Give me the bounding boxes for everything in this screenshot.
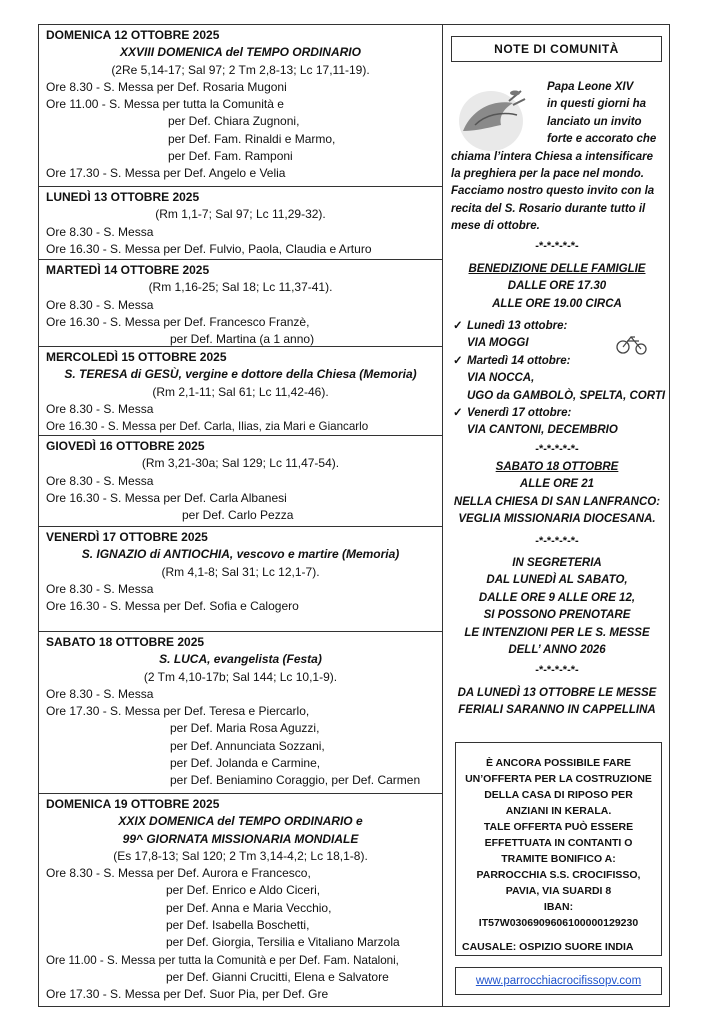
day-title: DOMENICA 19 OTTOBRE 2025 bbox=[46, 797, 220, 811]
mass-line: Ore 17.30 - S. Messa per Def. Teresa e Piercarlo, bbox=[46, 704, 310, 719]
segreteria-line: DAL LUNEDÌ AL SABATO, bbox=[486, 574, 628, 587]
papa-line: la preghiera per la pace nel mondo. bbox=[451, 168, 645, 181]
papa-line: forte e accorato che bbox=[547, 133, 657, 146]
mass-line: per Def. Enrico e Aldo Ciceri, bbox=[166, 883, 321, 898]
mass-line: Ore 17.30 - S. Messa per Def. Angelo e Velia bbox=[46, 166, 286, 181]
mass-line: per Def. Chiara Zugnoni, bbox=[168, 114, 300, 129]
papa-line: mese di ottobre. bbox=[451, 220, 540, 233]
item-day: Martedì 14 ottobre: bbox=[467, 355, 571, 367]
day-title: DOMENICA 12 OTTOBRE 2025 bbox=[46, 28, 220, 42]
feast-name: S. IGNAZIO di ANTIOCHIA, vescovo e martire (Memoria) bbox=[81, 547, 400, 562]
segreteria-block bbox=[443, 555, 671, 659]
feast-name: XXIX DOMENICA del TEMPO ORDINARIO e bbox=[118, 814, 363, 829]
item-street: UGO da GAMBOLÒ, SPELTA, CORTI bbox=[467, 389, 666, 402]
mass-line: per Def. Jolanda e Carmine, bbox=[170, 756, 321, 771]
mass-line: Ore 8.30 - S. Messa bbox=[46, 401, 154, 416]
item-street: VIA NOCCA, bbox=[467, 372, 535, 385]
casa-riposo-box bbox=[455, 742, 662, 956]
notes-title: NOTE DI COMUNITÀ bbox=[451, 36, 662, 62]
day-title: MARTEDÌ 14 OTTOBRE 2025 bbox=[46, 263, 210, 277]
mass-line: Ore 8.30 - S. Messa bbox=[46, 297, 154, 312]
mass-line: per Def. Fam. Ramponi bbox=[168, 149, 293, 164]
mass-line: Ore 11.00 - S. Messa per tutta la Comunità e per Def. Fam. Nataloni, bbox=[46, 953, 399, 967]
sabato-line: ALLE ORE 21 bbox=[519, 478, 595, 491]
website-box bbox=[455, 967, 662, 995]
readings: (Rm 1,16-25; Sal 18; Lc 11,37-41). bbox=[148, 280, 333, 295]
sabato-line: VEGLIA MISSIONARIA DIOCESANA. bbox=[458, 513, 656, 526]
feast-name: XXVIII DOMENICA del TEMPO ORDINARIO bbox=[120, 45, 361, 60]
mass-line: Ore 16.30 - S. Messa per Def. Carla Albanesi bbox=[46, 490, 287, 505]
readings: (Rm 3,21-30a; Sal 129; Lc 11,47-54). bbox=[141, 456, 340, 471]
checkmark-icon: ✓ bbox=[453, 320, 463, 332]
segreteria-line: IN SEGRETERIA bbox=[512, 557, 602, 569]
mass-line: Ore 17.30 - S. Messa per Def. Suor Pia, per Def. Gre bbox=[46, 987, 329, 1002]
readings: (Rm 2,1-11; Sal 61; Lc 11,42-46). bbox=[152, 384, 329, 399]
segreteria-line: DALLE ORE 9 ALLE ORE 12, bbox=[478, 591, 636, 604]
readings: (Rm 1,1-7; Sal 97; Lc 11,29-32). bbox=[155, 207, 326, 222]
item-street: VIA CANTONI, DECEMBRIO bbox=[467, 424, 618, 437]
mass-line: per Def. Maria Rosa Aguzzi, bbox=[170, 721, 320, 736]
papa-line: Papa Leone XIV bbox=[547, 81, 634, 93]
day-block-tuesday-14 bbox=[39, 260, 443, 347]
separator: -*-*-*-*-*- bbox=[535, 443, 579, 455]
casa-line: TRAMITE BONIFICO A: bbox=[501, 853, 616, 865]
casa-line: IBAN: bbox=[543, 901, 574, 913]
day-block-thursday-16 bbox=[39, 436, 443, 527]
separator: -*-*-*-*-*- bbox=[535, 535, 579, 547]
day-block-saturday-18 bbox=[39, 632, 443, 794]
bulletin-page bbox=[38, 24, 670, 1007]
mass-line: Ore 8.30 - S. Messa per Def. Rosaria Mugoni bbox=[46, 79, 287, 94]
mass-schedule-column bbox=[39, 25, 443, 1006]
mass-line: Ore 16.30 - S. Messa per Def. Sofia e Calogero bbox=[46, 599, 299, 614]
feast-name: 99^ GIORNATA MISSIONARIA MONDIALE bbox=[122, 831, 359, 846]
sabato-title: SABATO 18 OTTOBRE bbox=[495, 461, 619, 473]
casa-line: PAVIA, VIA SUARDI 8 bbox=[505, 885, 612, 897]
cappellina-block bbox=[443, 685, 671, 720]
mass-line: per Def. Carlo Pezza bbox=[182, 508, 294, 523]
day-title: GIOVEDÌ 16 OTTOBRE 2025 bbox=[46, 439, 205, 453]
readings: (Rm 4,1-8; Sal 31; Lc 12,1-7). bbox=[161, 564, 320, 579]
cappellina-line: FERIALI SARANNO IN CAPPELLINA bbox=[458, 704, 656, 717]
casa-line: UN’OFFERTA PER LA COSTRUZIONE bbox=[465, 773, 652, 785]
readings: (2Re 5,14-17; Sal 97; 2 Tm 2,8-13; Lc 17,11-19). bbox=[111, 62, 370, 77]
mass-line: Ore 16.30 - S. Messa per Def. Carla, Ilias, zia Mari e Giancarlo bbox=[46, 420, 369, 434]
checkmark-icon: ✓ bbox=[453, 355, 463, 367]
day-block-friday-17 bbox=[39, 527, 443, 632]
mass-line: Ore 8.30 - S. Messa bbox=[46, 473, 154, 488]
item-street: VIA MOGGI bbox=[467, 337, 529, 350]
mass-line: Ore 16.30 - S. Messa per Def. Francesco Franzè, bbox=[46, 314, 310, 329]
benedizione-title: BENEDIZIONE DELLE FAMIGLIE bbox=[468, 263, 646, 275]
benedizione-line: ALLE ORE 19.00 CIRCA bbox=[492, 297, 622, 310]
feast-name: S. LUCA, evangelista (Festa) bbox=[159, 652, 322, 667]
day-block-sunday-12 bbox=[39, 25, 443, 187]
day-title: MERCOLEDÌ 15 OTTOBRE 2025 bbox=[46, 350, 227, 364]
day-title: VENERDÌ 17 OTTOBRE 2025 bbox=[46, 530, 208, 544]
mass-line: per Def. Anna e Maria Vecchio, bbox=[166, 900, 332, 915]
mass-line: Ore 11.00 - S. Messa per tutta la Comunità e bbox=[46, 97, 284, 112]
causale: CAUSALE: OSPIZIO SUORE INDIA bbox=[462, 941, 634, 953]
casa-line: DELLA CASA DI RIPOSO PER bbox=[484, 789, 633, 801]
mass-line: Ore 8.30 - S. Messa per Def. Aurora e Francesco, bbox=[46, 866, 311, 881]
casa-line: TALE OFFERTA PUÒ ESSERE bbox=[483, 821, 634, 833]
benedizione-item-friday bbox=[453, 405, 618, 440]
casa-line: PARROCCHIA S.S. CROCIFISSO, bbox=[476, 869, 641, 881]
casa-line: È ANCORA POSSIBILE FARE bbox=[485, 757, 632, 769]
casa-line: EFFETTUATA IN CONTANTI O bbox=[484, 837, 633, 849]
papa-line: chiama l’intera Chiesa a intensificare bbox=[451, 150, 653, 163]
benedizione-item-monday bbox=[453, 318, 567, 353]
item-day: Lunedì 13 ottobre: bbox=[467, 320, 568, 332]
segreteria-line: SI POSSONO PRENOTARE bbox=[483, 609, 631, 622]
day-block-monday-13 bbox=[39, 187, 443, 260]
day-block-sunday-19 bbox=[39, 794, 443, 1008]
checkmark-icon: ✓ bbox=[453, 407, 463, 419]
sabato-line: NELLA CHIESA DI SAN LANFRANCO: bbox=[453, 495, 661, 508]
item-day: Venerdì 17 ottobre: bbox=[467, 407, 572, 419]
readings: (Es 17,8-13; Sal 120; 2 Tm 3,14-4,2; Lc 18,1-8). bbox=[113, 848, 368, 863]
mass-line: per Def. Fam. Rinaldi e Marmo, bbox=[168, 131, 336, 146]
separator: -*-*-*-*-*- bbox=[535, 664, 579, 676]
day-title: SABATO 18 OTTOBRE 2025 bbox=[46, 635, 205, 649]
day-block-wednesday-15 bbox=[39, 347, 443, 436]
mass-line: Ore 8.30 - S. Messa bbox=[46, 686, 154, 701]
mass-line: per Def. Martina (a 1 anno) bbox=[170, 332, 315, 347]
mass-line: per Def. Annunciata Sozzani, bbox=[170, 738, 325, 753]
website-link[interactable]: www.parrocchiacrocifissopv.com bbox=[475, 975, 642, 987]
mass-line: per Def. Gianni Crucitti, Elena e Salvatore bbox=[166, 969, 389, 984]
sabato-block bbox=[443, 459, 671, 529]
separator: -*-*-*-*-*- bbox=[535, 240, 579, 252]
community-notes-column bbox=[443, 25, 671, 1006]
cappellina-line: DA LUNEDÌ 13 OTTOBRE LE MESSE bbox=[457, 687, 657, 699]
iban: IT57W0306909606100000129230 bbox=[478, 917, 639, 929]
mass-line: Ore 8.30 - S. Messa bbox=[46, 224, 154, 239]
benedizione-item-tuesday bbox=[453, 353, 665, 405]
feast-name: S. TERESA di GESÙ, vergine e dottore della Chiesa (Memoria) bbox=[64, 367, 417, 382]
papa-line: in questi giorni ha bbox=[547, 98, 647, 111]
papa-line: recita del S. Rosario durante tutto il bbox=[451, 202, 646, 215]
casa-line: ANZIANI IN KERALA. bbox=[505, 805, 612, 817]
mass-line: Ore 8.30 - S. Messa bbox=[46, 581, 154, 596]
day-title: LUNEDÌ 13 OTTOBRE 2025 bbox=[46, 190, 200, 204]
segreteria-line: LE INTENZIONI PER LE S. MESSE bbox=[464, 626, 650, 639]
segreteria-line: DELL’ ANNO 2026 bbox=[508, 644, 606, 657]
readings: (2 Tm 4,10-17b; Sal 144; Lc 10,1-9). bbox=[143, 669, 338, 684]
mass-line: per Def. Isabella Boschetti, bbox=[166, 918, 310, 933]
benedizione-line: DALLE ORE 17.30 bbox=[507, 280, 607, 293]
papa-message bbox=[451, 79, 665, 236]
benedizione-block bbox=[443, 261, 671, 313]
papa-line: Facciamo nostro questo invito con la bbox=[451, 185, 655, 198]
papa-line: lanciato un invito bbox=[547, 115, 642, 128]
mass-line: per Def. Giorgia, Tersilia e Vitaliano Marzola bbox=[166, 935, 400, 950]
mass-line: Ore 16.30 - S. Messa per Def. Fulvio, Paola, Claudia e Arturo bbox=[46, 241, 372, 256]
mass-line: per Def. Beniamino Coraggio, per Def. Carmen bbox=[170, 773, 421, 788]
